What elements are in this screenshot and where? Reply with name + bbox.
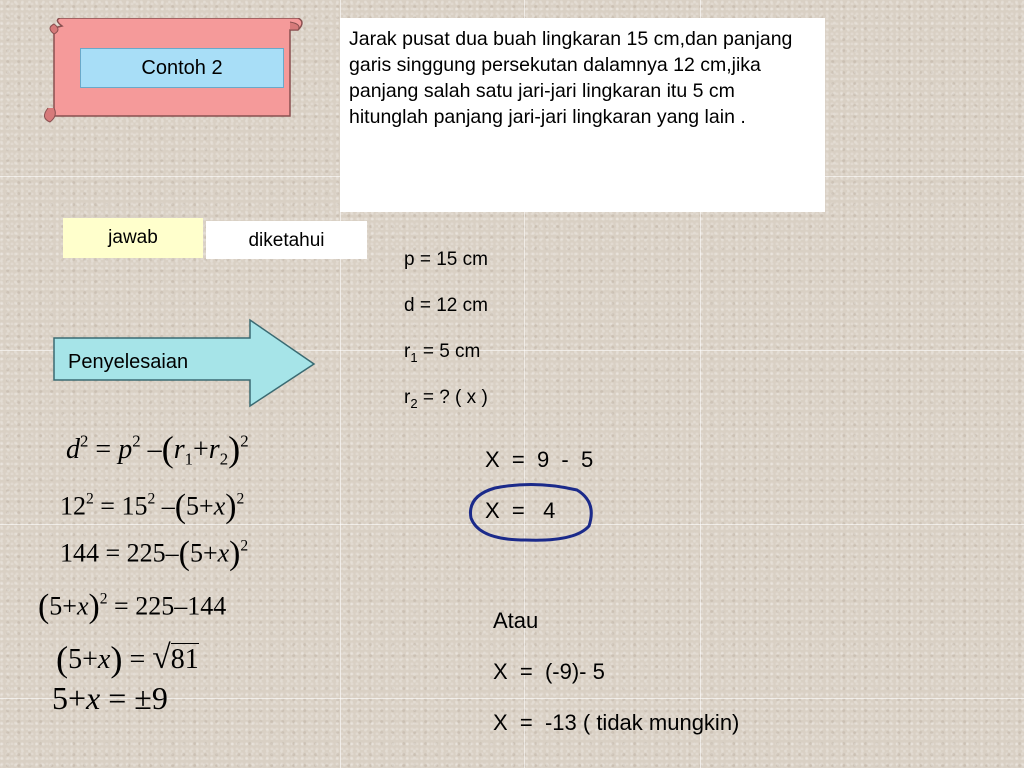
calc-line-1: X = 9 - 5	[485, 447, 594, 472]
known-r2: $r_2$ = ? ( x )	[404, 387, 488, 411]
calc-line-4: X = -13 ( tidak mungkin)	[493, 710, 740, 735]
known-r1: $r_1 = 5$ cm	[404, 341, 481, 365]
formula-line-2: $12^2 = 15^2$ $-(5+x)^2$	[60, 488, 245, 525]
example-title: Contoh 2	[80, 48, 284, 88]
known-d: d = 12 cm	[404, 295, 488, 316]
formula-line-5: (5+x) = √81	[56, 639, 199, 679]
penyelesaian-label: Penyelesaian	[68, 351, 189, 373]
calc-line-2: X = 4	[485, 498, 556, 523]
answer-circle	[465, 482, 597, 544]
problem-statement: Jarak pusat dua buah lingkaran 15 cm,dan panjang garis singgung persekutan dalamnya 12 cm,jika panjang salah satu jari-jari lingkaran itu 5 cm hitunglah panjang jari-jari lingkaran yang lain .	[340, 18, 825, 212]
formula-line-1: $d^2 = p^2$ $-(r_1+r_2)^2$	[66, 429, 249, 469]
formula-line-4: $(5+x)^2 = 225-144$	[38, 588, 227, 625]
diketahui-label[interactable]: diketahui	[206, 221, 367, 259]
calc-line-3: X = (-9)- 5	[493, 659, 605, 684]
formula-line-6: 5+x = ±9	[52, 680, 168, 716]
known-p: p = 15 cm	[404, 249, 488, 270]
jawab-label[interactable]: jawab	[63, 218, 203, 258]
formula-line-3: $144 = 225-(5+x)^2$	[60, 535, 249, 572]
atau-label: Atau	[493, 608, 539, 633]
